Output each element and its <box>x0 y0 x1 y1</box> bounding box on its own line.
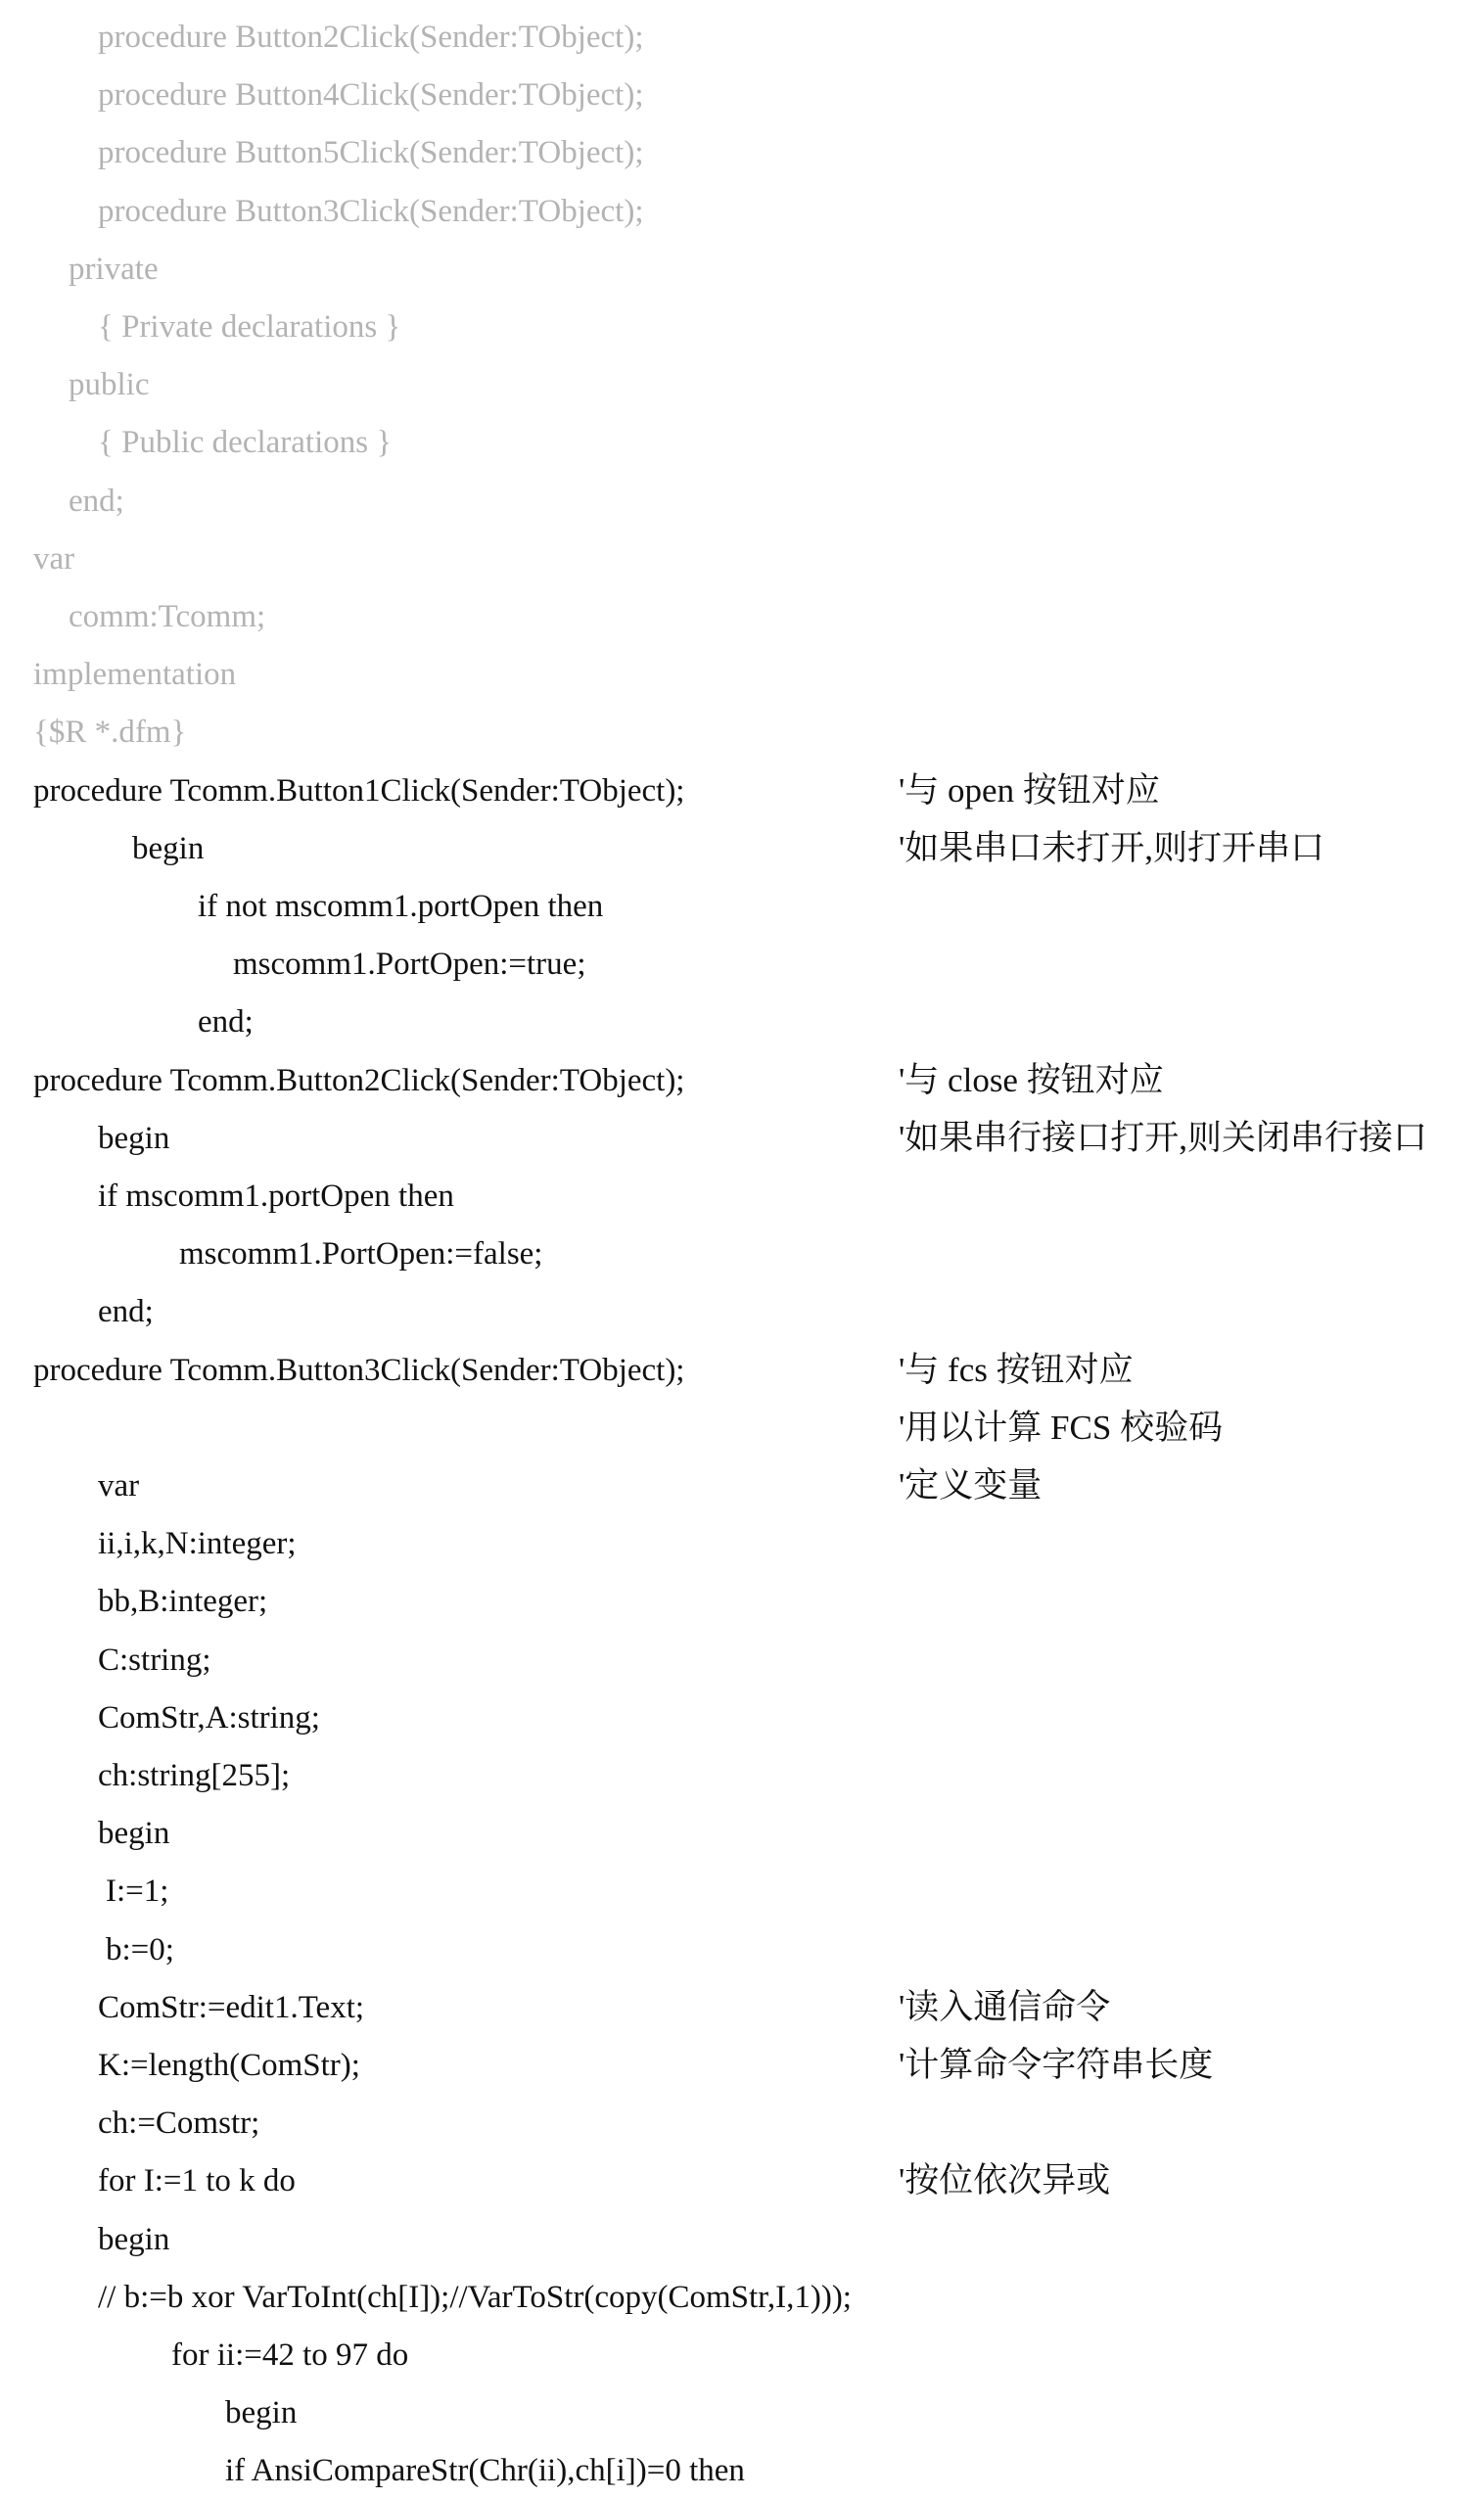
code-line: ComStr:=edit1.Text; <box>98 1990 365 2025</box>
code-comment: '如果串行接口打开,则关闭串行接口 <box>899 1119 1428 1157</box>
code-line: ComStr,A:string; <box>98 1700 320 1735</box>
code-line: I:=1; <box>106 1874 169 1909</box>
code-line: { Private declarations } <box>98 309 401 345</box>
code-line: K:=length(ComStr); <box>98 2048 360 2083</box>
code-comment: '与 open 按钮对应 <box>899 771 1160 810</box>
code-line: { Public declarations } <box>98 425 393 460</box>
code-line: {$R *.dfm} <box>33 715 187 750</box>
code-comment: '按位依次异或 <box>899 2161 1111 2199</box>
code-line: procedure Button5Click(Sender:TObject); <box>98 135 644 170</box>
code-line: mscomm1.PortOpen:=false; <box>179 1236 543 1272</box>
code-line: ch:=Comstr; <box>98 2106 260 2141</box>
code-line: if not mscomm1.portOpen then <box>198 889 604 924</box>
code-line: // b:=b xor VarToInt(ch[I]);//VarToStr(copy(ComStr,I,1))); <box>98 2280 852 2315</box>
code-line: procedure Tcomm.Button3Click(Sender:TObject); <box>33 1353 685 1388</box>
code-line: begin <box>98 2222 170 2257</box>
code-line: begin <box>225 2395 298 2430</box>
code-line: procedure Button3Click(Sender:TObject); <box>98 194 644 229</box>
code-line: var <box>33 541 75 577</box>
code-line: if AnsiCompareStr(Chr(ii),ch[i])=0 then <box>225 2453 745 2488</box>
code-line: procedure Tcomm.Button1Click(Sender:TObject); <box>33 773 685 809</box>
code-line: end; <box>198 1004 254 1040</box>
code-line: implementation <box>33 657 237 692</box>
code-line: if mscomm1.portOpen then <box>98 1179 454 1214</box>
code-line: end; <box>69 484 124 519</box>
code-line: procedure Tcomm.Button2Click(Sender:TObject); <box>33 1063 685 1098</box>
code-line: begin <box>98 1816 170 1851</box>
code-line: procedure Button2Click(Sender:TObject); <box>98 20 644 55</box>
code-comment: '与 close 按钮对应 <box>899 1061 1164 1099</box>
code-line: end; <box>98 1294 154 1329</box>
code-line: begin <box>132 831 205 866</box>
code-comment: '定义变量 <box>899 1466 1043 1504</box>
code-line: C:string; <box>98 1643 211 1678</box>
code-line: procedure Button4Click(Sender:TObject); <box>98 77 644 113</box>
code-line: for I:=1 to k do <box>98 2163 296 2198</box>
code-line: for ii:=42 to 97 do <box>171 2337 409 2373</box>
code-line: b:=0; <box>106 1932 174 1967</box>
code-line: public <box>69 367 150 402</box>
code-line: ii,i,k,N:integer; <box>98 1526 297 1561</box>
code-comment: '如果串口未打开,则打开串口 <box>899 829 1325 867</box>
code-line: var <box>98 1468 140 1504</box>
code-line: private <box>69 252 159 287</box>
code-line: bb,B:integer; <box>98 1584 268 1619</box>
code-comment: '读入通信命令 <box>899 1988 1111 2026</box>
code-line: comm:Tcomm; <box>69 599 266 634</box>
code-line: ch:string[255]; <box>98 1758 291 1793</box>
code-comment: '与 fcs 按钮对应 <box>899 1351 1134 1389</box>
code-comment: '用以计算 FCS 校验码 <box>899 1409 1224 1447</box>
code-line: begin <box>98 1121 170 1156</box>
code-comment: '计算命令字符串长度 <box>899 2046 1214 2084</box>
code-line: mscomm1.PortOpen:=true; <box>233 947 586 982</box>
